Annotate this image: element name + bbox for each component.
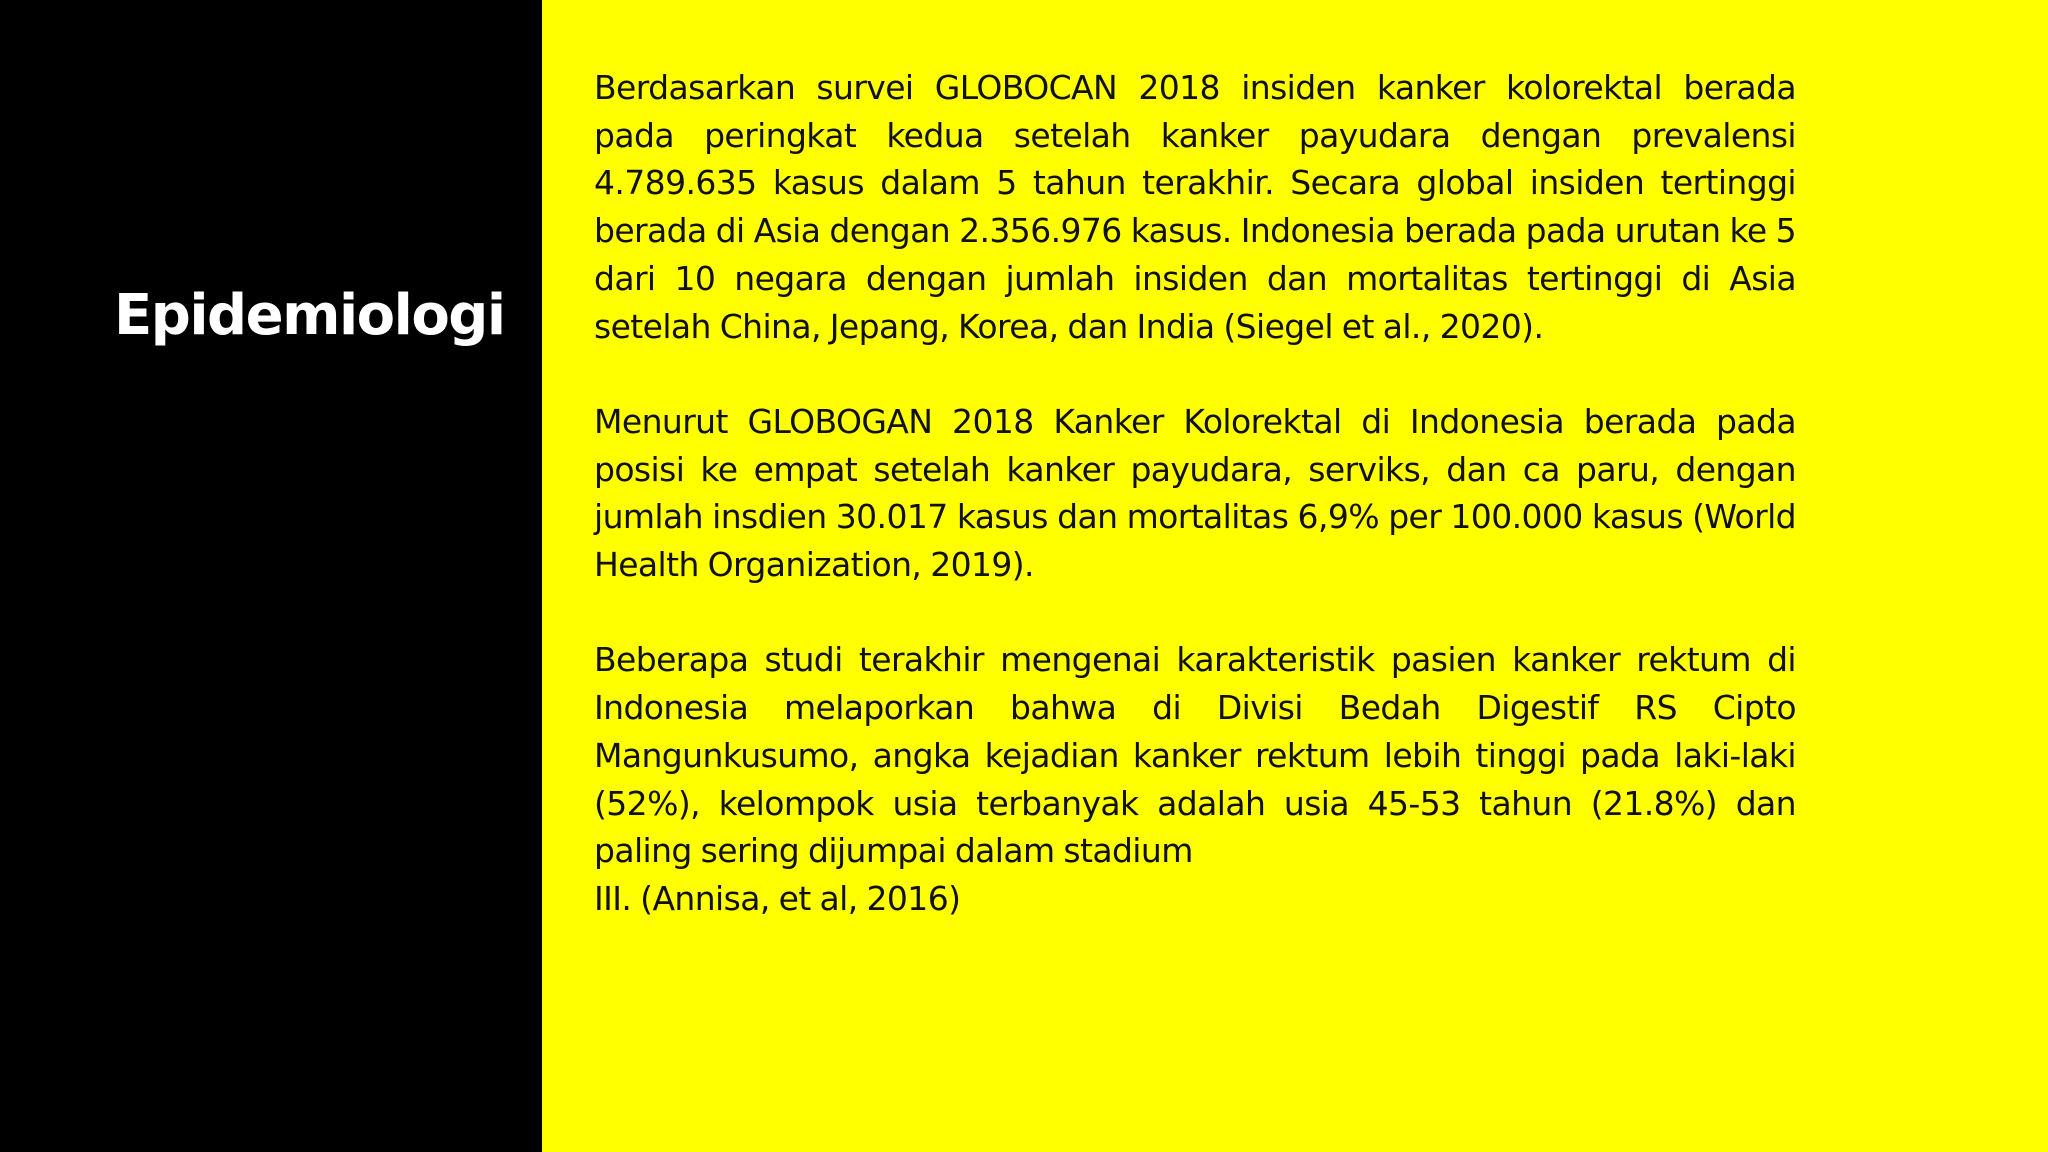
paragraph-globocan-incidence: Berdasarkan survei GLOBOCAN 2018 insiden kanker kolorektal berada pada peringkat kedua setelah kanker payudara dengan prevalensi 4.789.635 kasus dalam 5 tahun terakhir. Secara global insiden tertinggi berada di Asia dengan 2.356.976 kasus. Indonesia berada pada urutan ke 5 dari 10 negara dengan jumlah insiden dan mortalitas tertinggi di Asia setelah China, Jepang, Korea, dan India (Siegel et al., 2020). bbox=[594, 68, 1796, 346]
slide-title: Epidemiologi bbox=[114, 283, 505, 348]
content-panel bbox=[542, 0, 2048, 1152]
body-text bbox=[594, 64, 1796, 923]
paragraph-citation: III. (Annisa, et al, 2016) bbox=[594, 878, 961, 918]
paragraph-rectal-cancer-study: Beberapa studi terakhir mengenai karakteristik pasien kanker rektum di Indonesia melaporkan bahwa di Divisi Bedah Digestif RS Cipto Mangunkusumo, angka kejadian kanker rektum lebih tinggi pada laki-laki (52%), kelompok usia terbanyak adalah usia 45-53 tahun (21.8%) dan paling sering dijumpai dalam stadium bbox=[594, 640, 1796, 871]
paragraph-indonesia-incidence: Menurut GLOBOGAN 2018 Kanker Kolorektal di Indonesia berada pada posisi ke empat setelah kanker payudara, serviks, dan ca paru, dengan jumlah insdien 30.017 kasus dan mortalitas 6,9% per 100.000 kasus (World Health Organization, 2019). bbox=[594, 401, 1796, 585]
title-panel bbox=[0, 0, 542, 1152]
